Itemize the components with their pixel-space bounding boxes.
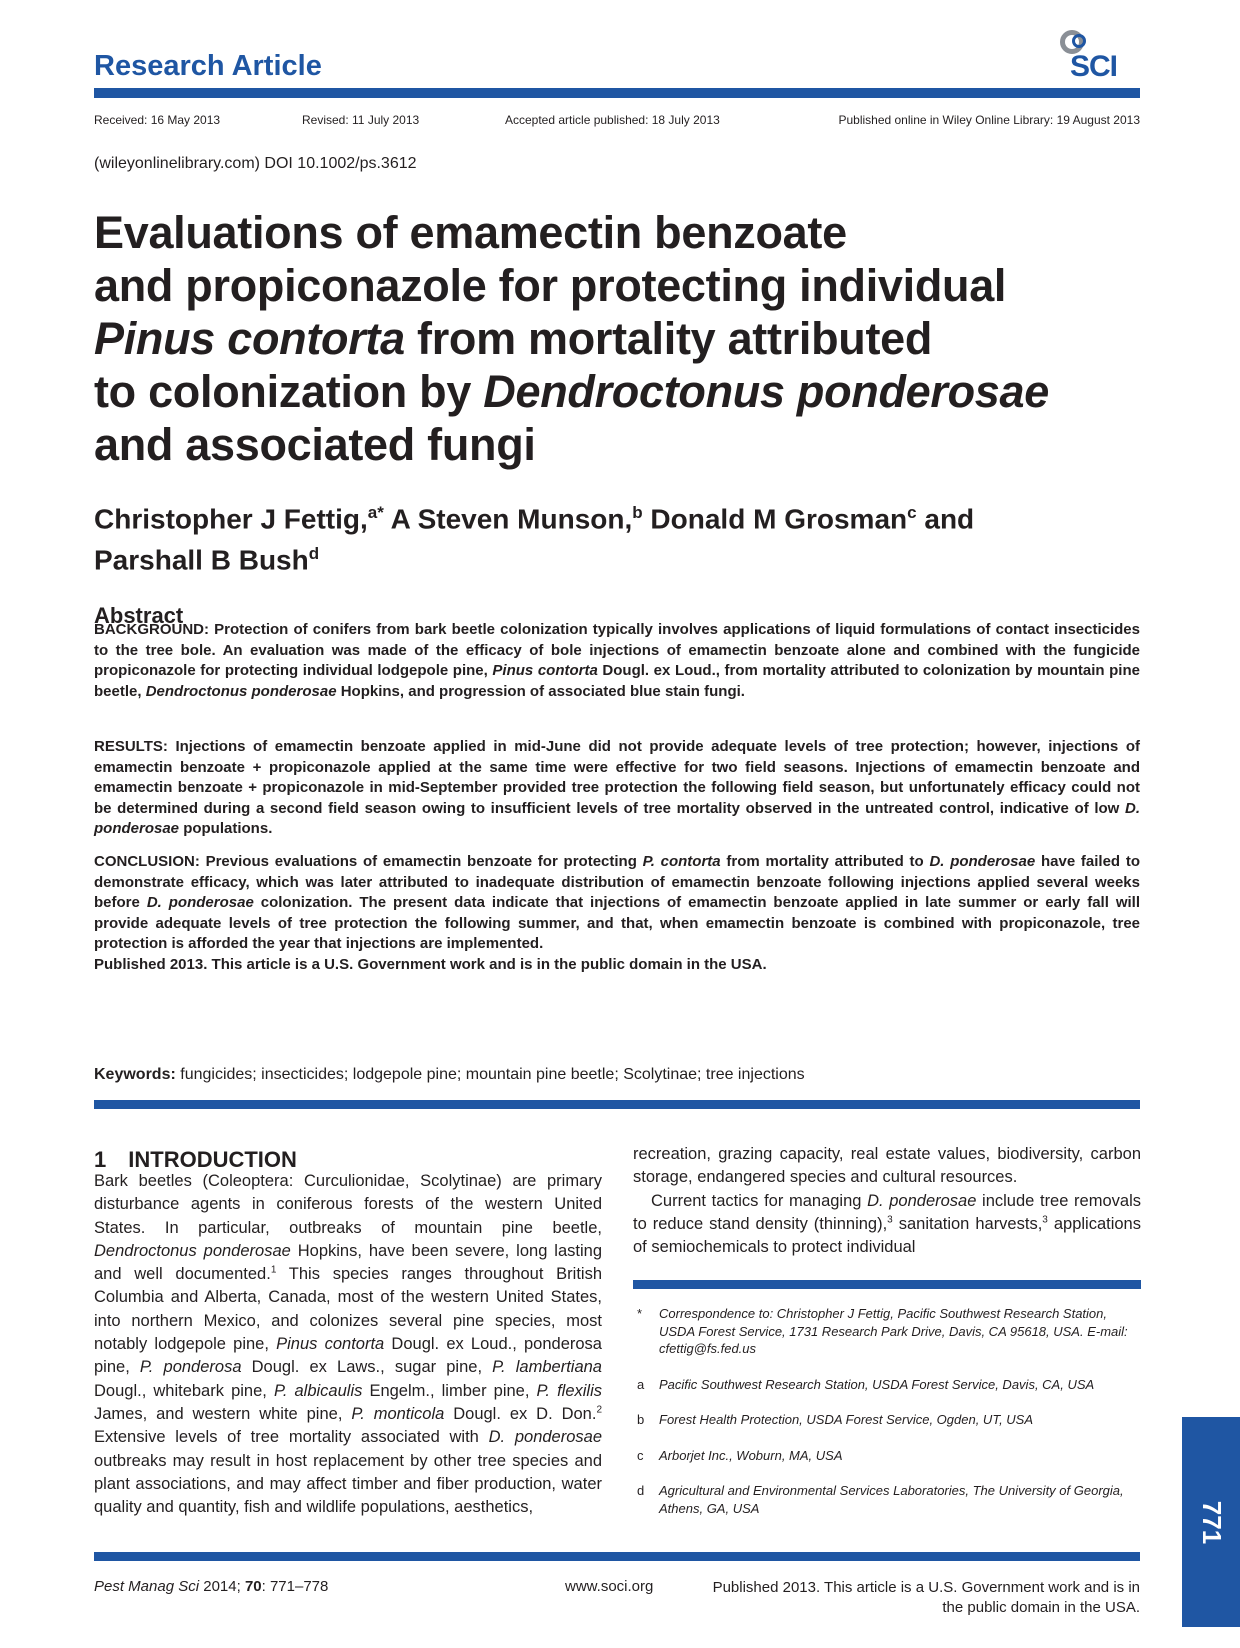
abstract-rule	[94, 1100, 1140, 1109]
journal-citation: Pest Manag Sci 2014; 70: 771–778	[94, 1578, 329, 1595]
doi: (wileyonlinelibrary.com) DOI 10.1002/ps.3612	[94, 155, 417, 172]
affiliation-b: b Forest Health Protection, USDA Forest Service, Ogden, UT, USA	[637, 1412, 1034, 1427]
author-list: Christopher J Fettig,$^{a*}$ A Steven Munson,$^b$ Donald M Grosman$^c$ and Parshall B Bush$^d$	[94, 503, 975, 576]
sci-logo	[1052, 28, 1142, 83]
footnotes	[633, 1305, 1141, 1535]
intro-text-left: Bark beetles (Coleoptera: Curculionidae, Scolytinae) are primary disturbance agents in coniferous forests of the western United States. In particular, outbreaks of mountain pine beetle, Dendroctonus ponderosae Hopkins, have been severe, long lasting and well documented.$^1$ This species ranges throughout British Columbia and Alberta, Canada, most of the western United States, into northern Mexico, and colonizes several pine species, most notably lodgepole pine, Pinus contorta Dougl. ex Loud., ponderosa pine, P. ponderosa Dougl. ex Laws., sugar pine, P. lambertiana Dougl., whitebark pine, P. albicaulis Engelm., limber pine, P. flexilis James, and western white pine, P. monticola Dougl. ex D. Don.$^2$ Extensive levels of tree mortality associated with D. ponderosae outbreaks may result in host replacement by other tree species and plant associations, and may affect timber and fiber production, water quality and quantity, fish and wildlife populations, aesthetics,	[94, 1172, 602, 1517]
affiliation-d: d Agricultural and Environmental Services Laboratories, The University of Georgia, Athens, GA, USA	[637, 1483, 1124, 1516]
page-number: 771	[1197, 1500, 1228, 1545]
accepted-date: Accepted article published: 18 July 2013	[505, 113, 720, 127]
journal-website-link[interactable]: www.soci.org	[565, 1578, 654, 1595]
published-note: Published 2013. This article is a U.S. Government work and is in the public domain in the USA.	[94, 955, 767, 973]
correspondence-note: * Correspondence to: Christopher J Fettig, Pacific Southwest Research Station, USDA Forest Service, 1731 Research Park Drive, Davis, CA 95618, USA. E-mail: cfettig@fs.fed.us	[637, 1306, 1128, 1356]
published-online-date: Published online in Wiley Online Library: 19 August 2013	[838, 113, 1140, 127]
abstract-heading: Abstract	[94, 603, 184, 628]
affiliation-c: c Arborjet Inc., Woburn, MA, USA	[637, 1447, 843, 1463]
section-label: Research Article	[94, 50, 322, 82]
abstract-background: BACKGROUND: Protection of conifers from bark beetle colonization typically involves applications of liquid formulations of contact insecticides to the tree bole. An evaluation was made of the efficacy of bole injections of emamectin benzoate alone and combined with the fungicide propiconazole for protecting individual lodgepole pine, Pinus contorta Dougl. ex Loud., from mortality attributed to colonization by mountain pine beetle, Dendroctonus ponderosae Hopkins, and progression of associated blue stain fungi.	[94, 621, 1140, 700]
logo-text: SCI	[1070, 50, 1118, 83]
article-title: Evaluations of emamectin benzoate and propiconazole for protecting individual Pinus contorta from mortality attributed to colonization by Dendroctonus ponderosae and associated fungi	[94, 207, 1049, 470]
keywords: Keywords: fungicides; insecticides; lodgepole pine; mountain pine beetle; Scolytinae; tree injections	[94, 1066, 805, 1083]
revised-date: Revised: 11 July 2013	[302, 113, 420, 127]
logo-ring-inner-icon	[1072, 34, 1086, 48]
section-heading-introduction: 1 INTRODUCTION	[94, 1147, 297, 1172]
intro-text-right: recreation, grazing capacity, real estate values, biodiversity, carbon storage, endangered species and cultural resources. Current tactics for managing D. ponderosae include tree removals to reduce stand density (thinning),$^3$ sanitation harvests,$^3$ applications of semiochemicals to protect individual	[633, 1145, 1141, 1257]
header-rule	[94, 88, 1140, 98]
abstract-conclusion: CONCLUSION: Previous evaluations of emamectin benzoate for protecting P. contorta from mortality attributed to D. ponderosae have failed to demonstrate efficacy, which was later attributed to inadequate distribution of emamectin benzoate following injections applied several weeks before D. ponderosae colonization. The present data indicate that injections of emamectin benzoate applied in late summer or early fall will provide adequate levels of tree protection the following summer, and that, when emamectin benzoate is combined with propiconazole, tree protection is afforded the year that injections are implemented. Published 2013. This article is a U.S. Government work and is in the public domain in the USA.	[94, 852, 1140, 975]
abstract-results: RESULTS: Injections of emamectin benzoate applied in mid-June did not provide adequate levels of tree protection; however, injections of emamectin benzoate + propiconazole applied at the same time were effective for two field seasons. Injections of emamectin benzoate and emamectin benzoate + propiconazole in mid-September provided tree protection the following field season, but unfortunately efficacy could not be determined during a second field season owing to insufficient levels of tree mortality observed in the untreated control, indicative of low D. ponderosae populations.	[94, 738, 1140, 837]
page-number-tab	[1182, 1417, 1240, 1627]
affiliation-a: a Pacific Southwest Research Station, USDA Forest Service, Davis, CA, USA	[637, 1376, 1095, 1392]
footer-rule	[94, 1552, 1140, 1561]
footnote-rule	[633, 1280, 1141, 1289]
received-date: Received: 16 May 2013	[94, 113, 221, 127]
footer-published-note: Published 2013. This article is a U.S. Government work and is in the public domain in the USA.	[712, 1579, 1140, 1616]
